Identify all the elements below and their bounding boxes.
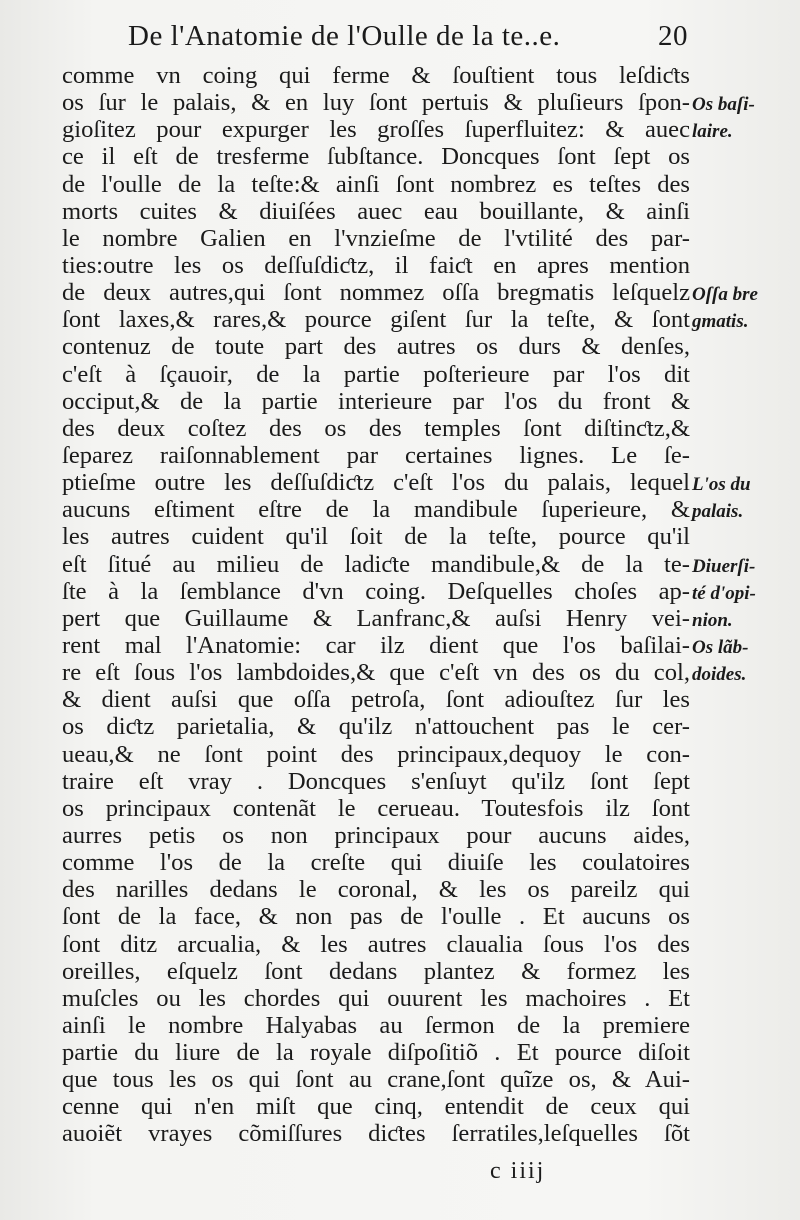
- text-line: le nombre Galien en l'vnzieſme de l'vtilité des par-: [62, 224, 690, 252]
- text-line: rent mal l'Anatomie: car ilz dient que l'os baſilai-: [62, 631, 690, 659]
- text-line: aurres petis os non principaux pour aucuns aides,: [62, 821, 690, 849]
- text-line: muſcles ou les chordes qui ouurent les machoires . Et: [62, 984, 690, 1012]
- margin-note: Diuerſi-: [692, 555, 756, 577]
- text-line: eſt ſitué au milieu de ladiƈte mandibule,& de la te-: [62, 550, 690, 578]
- text-line: de l'oulle de la teſte:& ainſi ſont nombrez es teſtes des: [62, 170, 690, 198]
- running-header: [128, 20, 688, 60]
- margin-note: Oſſa bre: [692, 284, 758, 306]
- text-line: traire eſt vray . Doncques s'enſuyt qu'ilz ſont ſept: [62, 767, 690, 795]
- text-line: ties:outre les os deſſuſdiƈtz, il faiƈt en apres mention: [62, 251, 690, 279]
- running-title: De l'Anatomie de l'Oulle de la te..e.: [128, 20, 561, 52]
- text-line: comme l'os de la creſte qui diuiſe les coulatoires: [62, 849, 690, 877]
- text-line: les autres cuident qu'il ſoit de la teſte, pource qu'il: [62, 523, 690, 551]
- margin-note: nion.: [692, 610, 733, 631]
- text-line: oreilles, eſquelz ſont dedans plantez & formez les: [62, 957, 690, 985]
- text-line: partie du liure de la royale diſpoſitiõ . Et pource diſoit: [62, 1039, 690, 1067]
- text-line: c'eſt à ſçauoir, de la partie poſterieure par l'os dit: [62, 360, 690, 388]
- margin-note: Os lãb-: [692, 637, 749, 659]
- text-line: os principaux contenãt le cerueau. Toutesfois ilz ſont: [62, 794, 690, 822]
- margin-note: doides.: [692, 664, 747, 686]
- text-line: morts cuites & diuiſées auec eau bouillante, & ainſi: [62, 197, 690, 225]
- main-text-block: [62, 62, 690, 1148]
- text-line: ueau,& ne ſont point des principaux,dequoy le con-: [62, 740, 690, 768]
- text-line: cenne qui n'en miſt que cinq, entendit de ceux qui: [62, 1093, 690, 1121]
- text-line: aucuns eſtiment eſtre de la mandibule ſuperieure, &: [62, 496, 690, 524]
- text-line: des narilles dedans le coronal, & les os pareilz qui: [62, 876, 690, 904]
- margin-note: L'os du: [692, 474, 751, 496]
- text-line: des deux coſtez des os des temples ſont diſtinƈtz,&: [62, 414, 690, 442]
- text-line: ſont de la face, & non pas de l'oulle . Et aucuns os: [62, 903, 690, 931]
- text-line: ptieſme outre les deſſuſdiƈtz c'eſt l'os du palais, lequel: [62, 469, 690, 497]
- page-number: 20: [658, 20, 688, 52]
- text-line: os diƈtz parietalia, & qu'ilz n'attouchent pas le cer-: [62, 713, 690, 741]
- text-line: os ſur le palais, & en luy ſont pertuis & pluſieurs ſpon-: [62, 89, 690, 117]
- signature-mark: c iiij: [490, 1158, 546, 1184]
- text-line: ainſi le nombre Halyabas au ſermon de la premiere: [62, 1011, 690, 1039]
- text-line: contenuz de toute part des autres os durs & denſes,: [62, 333, 690, 361]
- text-line: ſeparez raiſonnablement par certaines lignes. Le ſe-: [62, 441, 690, 469]
- text-line: de deux autres,qui ſont nommez oſſa bregmatis leſquelz: [62, 279, 690, 307]
- margin-note: té d'opi-: [692, 582, 756, 604]
- text-line: ſont laxes,& rares,& pource giſent ſur la teſte, & ſont: [62, 306, 690, 334]
- text-line: gioſitez pour expurger les groſſes ſuperfluitez: & auec: [62, 116, 690, 144]
- text-line: & dient auſsi que oſſa petroſa, ſont adiouſtez ſur les: [62, 686, 690, 714]
- text-line: que tous les os qui ſont au crane,ſont quĩze os, & Aui-: [62, 1066, 690, 1094]
- text-line: ſte à la ſemblance d'vn coing. Deſquelles choſes ap-: [62, 577, 690, 605]
- text-line: re eſt ſous l'os lambdoides,& que c'eſt vn des os du col,: [62, 659, 690, 687]
- text-line: auoiẽt vrayes cõmiſſures diƈtes ſerratiles,leſquelles ſõt: [62, 1120, 690, 1148]
- text-line: ce il eſt de tresferme ſubſtance. Doncques ſont ſept os: [62, 143, 690, 171]
- margin-note: gmatis.: [692, 311, 749, 333]
- margin-note: Os baſi-: [692, 94, 755, 116]
- margin-note: laire.: [692, 121, 733, 143]
- text-line: ſont ditz arcualia, & les autres claualia ſous l'os des: [62, 930, 690, 958]
- margin-note: palais.: [692, 501, 744, 523]
- text-line: comme vn coing qui ferme & ſouſtient tous leſdiƈts: [62, 62, 690, 89]
- text-line: pert que Guillaume & Lanfranc,& auſsi Henry vei-: [62, 604, 690, 632]
- text-line: occiput,& de la partie interieure par l'os du front &: [62, 387, 690, 415]
